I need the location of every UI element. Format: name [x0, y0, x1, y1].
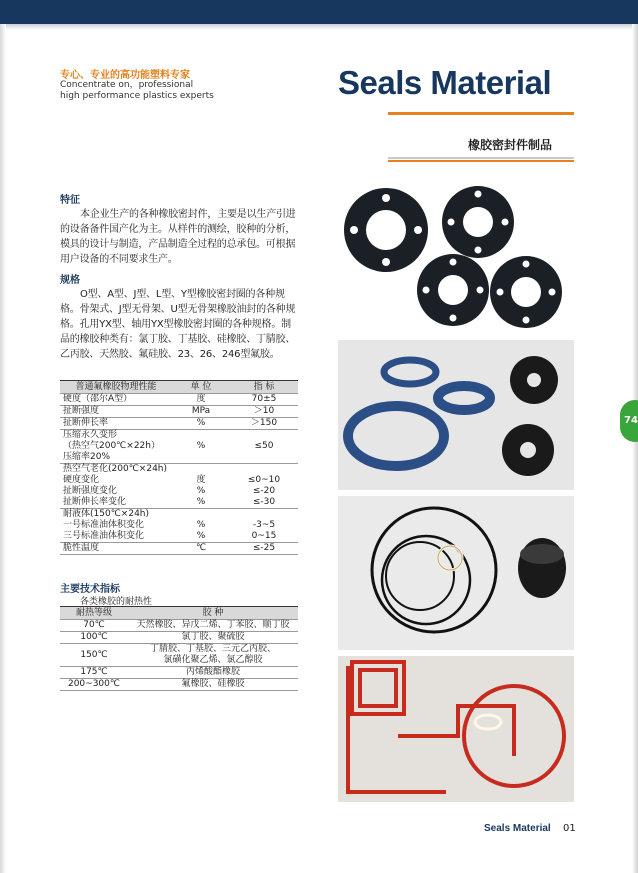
specs-paragraph: O型、A型、J型、L型、Y型橡胶密封圈的各种规格。骨架式、J型无骨架、U型无骨架橡胶油封的各种规格。孔用YX型、轴用YX型橡胶密封圈的各种规格。制品的橡胶种类有：氯丁胶、丁基胶、硅橡胶、丁腈胶、乙丙胶、天然胶、氟硅胶、23、26、246型氟胶。 — [60, 289, 296, 360]
tagline-english-line-1: Concentrate on，professional — [60, 80, 194, 90]
gray-divider — [388, 157, 574, 159]
heat-row — [60, 620, 298, 632]
tagline-english-line-2: high performance plastics experts — [60, 91, 214, 101]
page-edge-tab — [620, 400, 638, 442]
properties-row — [60, 464, 298, 509]
left-page-edge — [0, 24, 6, 873]
photo-red-silicone-seals — [338, 656, 574, 802]
property-value: ＞10 — [230, 406, 298, 418]
features-heading: 特征 — [60, 195, 80, 206]
properties-row — [60, 394, 298, 406]
heat-body — [60, 620, 298, 691]
properties-table — [60, 380, 298, 555]
property-value: -3~5 0~15 — [230, 509, 298, 543]
rubber-types: 氟橡胶、硅橡胶 — [128, 679, 298, 691]
property-value: ≤0~10 ≤-20 ≤-30 — [230, 464, 298, 509]
properties-row — [60, 543, 298, 555]
property-name: 扯断伸长率 — [60, 418, 172, 430]
orange-divider — [388, 112, 574, 115]
properties-header-unit: 单 位 — [172, 381, 230, 394]
properties-header-row — [60, 381, 298, 394]
property-name: 耐液体(150℃×24h) 一号标准油体积变化 三号标准油体积变化 — [60, 509, 172, 543]
top-color-bar — [0, 0, 638, 24]
properties-header-value: 指 标 — [230, 381, 298, 394]
property-unit: % — [172, 418, 230, 430]
property-unit: 度 % % — [172, 464, 230, 509]
photo-flange-gaskets — [338, 182, 574, 334]
tagline-english — [60, 80, 214, 102]
section-subtitle: 橡胶密封件制品 — [468, 138, 553, 152]
features-paragraph: 本企业生产的各种橡胶密封件，主要是以生产引进的设备备件国产化为主。从样件的测绘，胶种的分析，模具的设计与制造，产品制造全过程的总承包。可根据用户设备的不同要求生产。 — [60, 209, 296, 265]
heat-header-row — [60, 607, 298, 620]
property-value: ＞150 — [230, 418, 298, 430]
property-unit: 度 — [172, 394, 230, 406]
heat-resistance-table — [60, 606, 298, 691]
properties-row — [60, 406, 298, 418]
property-unit: ℃ — [172, 543, 230, 555]
brand-title: Seals Material — [338, 64, 552, 101]
footer-brand: Seals Material — [484, 823, 551, 834]
properties-row — [60, 418, 298, 430]
photo-black-o-rings — [338, 496, 574, 650]
heat-header-rubber: 胶 种 — [128, 607, 298, 620]
rubber-types: 丙烯酸酯橡胶 — [128, 667, 298, 679]
property-value: ≤50 — [230, 430, 298, 464]
tagline-chinese: 专心、专业的高功能塑料专家 — [60, 70, 190, 81]
properties-body — [60, 394, 298, 555]
heat-row — [60, 667, 298, 679]
properties-row — [60, 509, 298, 543]
property-name: 热空气老化(200℃×24h) 硬度变化 扯断强度变化 扯断伸长率变化 — [60, 464, 172, 509]
photo-blue-seal-rings — [338, 340, 574, 490]
heat-row — [60, 679, 298, 691]
rubber-types: 天然橡胶、异戊二烯、丁苯胶、顺丁胶 — [128, 620, 298, 632]
heat-row — [60, 644, 298, 667]
property-value: ≤-25 — [230, 543, 298, 555]
page-edge-tab-number: 74 — [624, 415, 638, 426]
properties-row — [60, 430, 298, 464]
properties-header-name: 普通氟橡胶物理性能 — [60, 381, 172, 394]
heat-grade: 100℃ — [60, 632, 128, 644]
property-unit: % % — [172, 509, 230, 543]
property-value: 70±5 — [230, 394, 298, 406]
heat-grade: 175℃ — [60, 667, 128, 679]
heat-grade: 150℃ — [60, 644, 128, 667]
property-unit: % — [172, 430, 230, 464]
rubber-types: 氯丁胶、聚硫胶 — [128, 632, 298, 644]
heat-row — [60, 632, 298, 644]
specs-heading: 规格 — [60, 275, 80, 286]
property-unit: MPa — [172, 406, 230, 418]
heat-grade: 200~300℃ — [60, 679, 128, 691]
tech-heading: 主要技术指标 — [60, 584, 120, 595]
top-bar-shadow — [0, 24, 638, 30]
heat-grade: 70℃ — [60, 620, 128, 632]
property-name: 压缩永久变形 （热空气200℃×22h） 压缩率20% — [60, 430, 172, 464]
property-name: 硬度（邵尔A型） — [60, 394, 172, 406]
property-name: 脆性温度 — [60, 543, 172, 555]
heat-resistance-note: 各类橡胶的耐热性 — [80, 597, 153, 607]
property-name: 扯断强度 — [60, 406, 172, 418]
heat-header-grade: 耐热等级 — [60, 607, 128, 620]
page-number: 01 — [563, 823, 576, 834]
rubber-types: 丁腈胶、丁基胶、三元乙丙胶、 氯磺化聚乙烯、氯乙醇胶 — [128, 644, 298, 667]
orange-divider-lower — [388, 160, 574, 162]
right-page-edge — [632, 24, 638, 873]
